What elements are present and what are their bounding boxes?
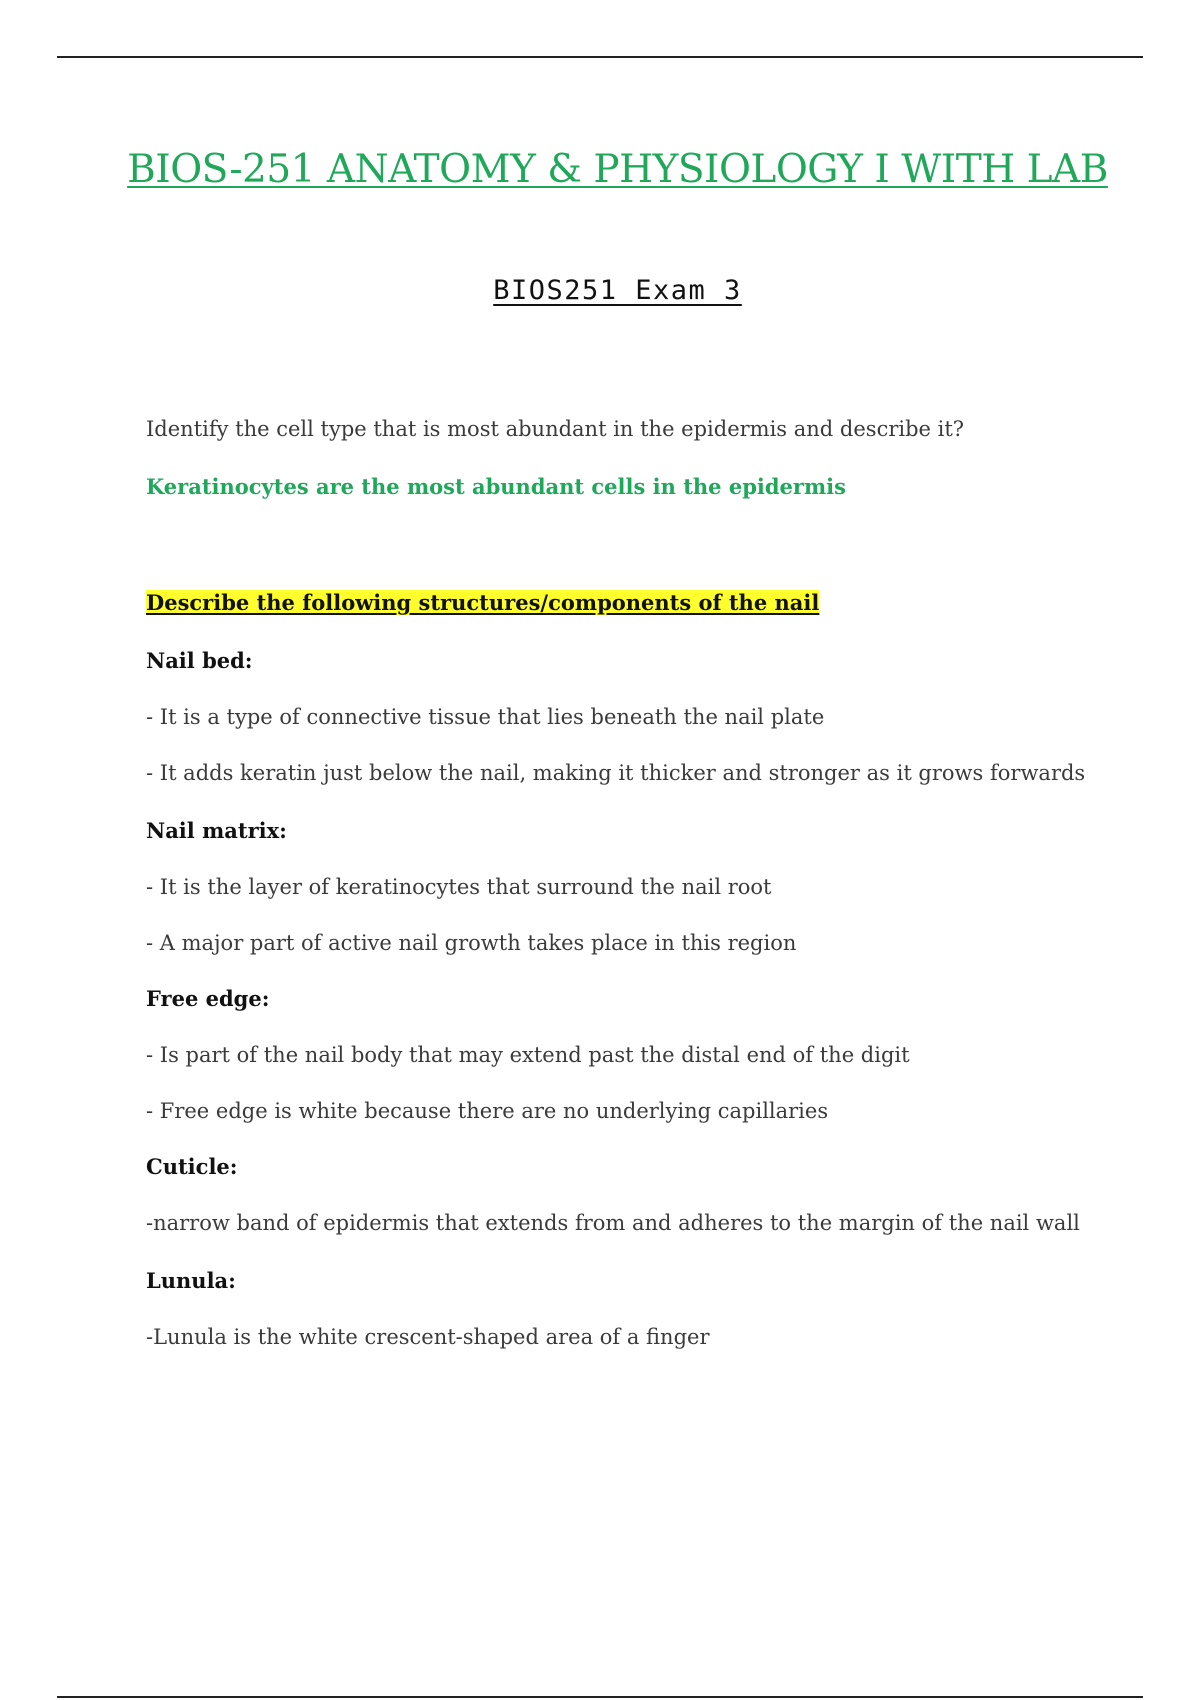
term-nail-matrix: Nail matrix: (146, 818, 287, 843)
nail-bed-point-1: - It is a type of connective tissue that lies beneath the nail plate (146, 705, 825, 729)
term-lunula: Lunula: (146, 1268, 236, 1293)
answer-text: Keratinocytes are the most abundant cells in the epidermis (146, 474, 846, 499)
term-nail-bed: Nail bed: (146, 648, 253, 673)
section-heading (146, 589, 1086, 617)
lunula-point-1: -Lunula is the white crescent-shaped area of a finger (146, 1325, 710, 1349)
nail-matrix-point-1: - It is the layer of keratinocytes that surround the nail root (146, 875, 772, 899)
document-subtitle: BIOS251 Exam 3 (493, 275, 742, 306)
question-text: Identify the cell type that is most abundant in the epidermis and describe it? (146, 417, 965, 441)
bottom-divider (57, 1696, 1143, 1698)
document-body (146, 415, 1086, 1379)
top-divider (57, 56, 1143, 58)
cuticle-point-1: -narrow band of epidermis that extends from and adheres to the margin of the nail wall (146, 1211, 1080, 1235)
term-free-edge: Free edge: (146, 986, 270, 1011)
nail-bed-point-2: - It adds keratin just below the nail, making it thicker and stronger as it grows forwards (146, 761, 1086, 785)
highlighted-heading-text: Describe the following structures/components of the nail (146, 590, 820, 615)
free-edge-point-1: - Is part of the nail body that may extend past the distal end of the digit (146, 1043, 910, 1067)
term-cuticle: Cuticle: (146, 1154, 238, 1179)
document-title: BIOS-251 ANATOMY & PHYSIOLOGY I WITH LAB (127, 147, 1108, 192)
free-edge-point-2: - Free edge is white because there are no underlying capillaries (146, 1099, 829, 1123)
nail-matrix-point-2: - A major part of active nail growth takes place in this region (146, 931, 797, 955)
